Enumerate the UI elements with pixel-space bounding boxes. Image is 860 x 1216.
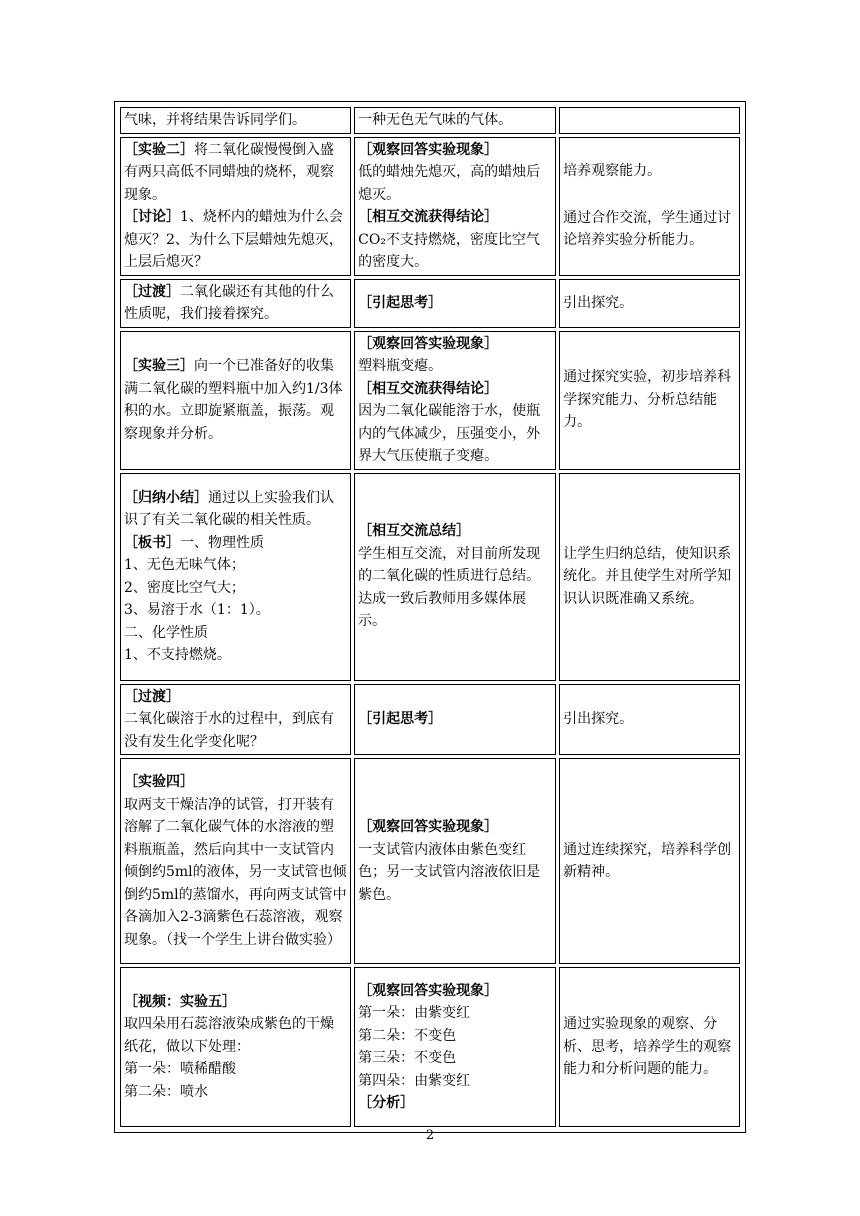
table-row [120, 331, 740, 470]
paragraph-text: 1、烧杯内的蜡烛为什么会熄灭？2、为什么下层蜡烛先熄灭，上层后熄灭？ [124, 209, 343, 270]
teacher-paragraph [124, 281, 347, 326]
intent-paragraph [563, 1013, 736, 1081]
student-paragraph [358, 229, 552, 274]
student-cell [354, 684, 556, 756]
teacher-paragraph [124, 206, 347, 274]
teacher-paragraph [124, 355, 347, 445]
bold-heading: ［板书］ [124, 534, 180, 551]
paragraph-text: 因为二氧化碳能溶于水，使瓶内的气体减少，压强变小，外界大气压使瓶子变瘪。 [358, 403, 541, 464]
intent-paragraph [563, 543, 736, 611]
intent-cell [559, 107, 740, 134]
teacher-paragraph [124, 139, 347, 207]
student-cell [354, 758, 556, 964]
intent-cell [559, 967, 740, 1127]
bold-heading: ［观察回答实验现象］ [358, 335, 499, 352]
teacher-paragraph [124, 1058, 347, 1081]
teacher-paragraph [124, 708, 347, 753]
teacher-paragraph [124, 1013, 347, 1058]
paragraph-text: 3、易溶于水（1：1）。 [124, 602, 270, 618]
paragraph-text: 1、不支持燃烧。 [124, 647, 231, 663]
paragraph-text: 第二朵：喷水 [124, 1083, 208, 1100]
paragraph-text: 一、物理性质 [180, 534, 264, 551]
teacher-paragraph [124, 532, 347, 555]
teacher-cell [120, 107, 351, 134]
student-paragraph [358, 378, 552, 401]
student-paragraph [358, 520, 552, 543]
teacher-cell [120, 684, 351, 756]
paragraph-text: 第四朵：由紫变红 [358, 1072, 471, 1089]
paragraph-text: 培养观察能力。 [563, 163, 662, 180]
intent-paragraph [563, 160, 736, 183]
bold-heading: ［过渡］ [124, 688, 180, 705]
paragraph-text: 取两支干燥洁净的试管，打开装有溶解了二氧化碳气体的水溶液的塑料瓶瓶盖，然后向其中一支试管内倾倒约5ml的液体，另一支试管也倾倒约5ml的蒸馏水，再向两支试管中各滴加入2-3滴紫色石蕊溶液，观察现象。（找一个学生上讲台做实验） [124, 796, 347, 948]
bold-heading: ［相互交流获得结论］ [358, 209, 499, 225]
paragraph-text: 向一个已准备好的收集满二氧化碳的塑料瓶中加入约1/3体积的水。立即旋紧瓶盖，振荡。观察现象并分析。 [124, 358, 343, 442]
student-paragraph [358, 1092, 552, 1115]
teacher-cell [120, 331, 351, 470]
intent-cell [559, 331, 740, 470]
bold-heading: ［相互交流总结］ [358, 523, 471, 540]
teacher-paragraph [124, 991, 347, 1014]
student-paragraph [358, 355, 552, 378]
student-paragraph [358, 139, 552, 162]
student-paragraph [358, 161, 552, 206]
intent-paragraph [563, 366, 736, 434]
paragraph-text: 2、密度比空气大； [124, 579, 245, 596]
teacher-cell [120, 279, 351, 328]
paragraph-text: 引出探究。 [563, 294, 634, 311]
teacher-paragraph [124, 686, 347, 709]
teacher-paragraph [124, 487, 347, 532]
lesson-table-frame [114, 101, 746, 1133]
student-paragraph [358, 400, 552, 468]
bold-heading: ［分析］ [358, 1095, 415, 1111]
paragraph-text: 低的蜡烛先熄灭，高的蜡烛后熄灭。 [358, 164, 541, 203]
intent-paragraph [563, 292, 736, 315]
table-row [120, 473, 740, 681]
bold-heading: ［观察回答实验现象］ [358, 141, 499, 158]
paragraph-text: 一支试管内液体由紫色变红色；另一支试管内溶液依旧是紫色。 [358, 841, 541, 903]
paragraph-text: 二氧化碳溶于水的过程中，到底有没有发生化学变化呢？ [124, 711, 334, 750]
student-paragraph [358, 839, 552, 907]
lesson-table [117, 104, 743, 1130]
bold-heading: ［观察回答实验现象］ [358, 982, 499, 999]
table-row [120, 107, 740, 134]
student-cell [354, 279, 556, 328]
paragraph-text: CO₂不支持燃烧，密度比空气的密度大。 [358, 231, 540, 270]
teacher-cell [120, 473, 351, 681]
paragraph-text: 一种无色无气味的气体。 [358, 112, 513, 128]
bold-heading: ［实验二］ [124, 141, 194, 158]
student-paragraph [358, 1025, 552, 1048]
student-paragraph [358, 1002, 552, 1025]
teacher-cell [120, 137, 351, 276]
table-row [120, 279, 740, 328]
student-paragraph [358, 292, 552, 315]
intent-cell [559, 758, 740, 964]
page-number: 2 [425, 1128, 435, 1143]
student-cell [354, 967, 556, 1127]
paragraph-text: 二、化学性质 [124, 624, 208, 641]
student-paragraph [358, 543, 552, 633]
teacher-paragraph [124, 622, 347, 645]
intent-cell [559, 684, 740, 756]
table-row [120, 758, 740, 964]
paragraph-text: 学生相互交流，对目前所发现的二氧化碳的性质进行总结。达成一致后教师用多媒体展示。 [358, 545, 541, 630]
teacher-paragraph [124, 577, 347, 600]
student-paragraph [358, 333, 552, 356]
intent-paragraph [563, 839, 736, 884]
teacher-paragraph [124, 771, 347, 794]
paragraph-text: 取四朵用石蕊溶液染成紫色的干燥纸花，做以下处理： [124, 1016, 334, 1055]
intent-cell [559, 279, 740, 328]
bold-heading: ［讨论］ [124, 209, 180, 225]
student-paragraph [358, 109, 552, 132]
paragraph-text: 让学生归纳总结，使知识系统化。并且使学生对所学知识认识既准确又系统。 [563, 545, 732, 607]
paragraph-text: 通过探究实验，初步培养科学探究能力、分析总结能力。 [563, 369, 732, 431]
paragraph-text: 通过连续探究，培养科学创新精神。 [563, 841, 732, 880]
teacher-paragraph [124, 599, 347, 622]
student-paragraph [358, 816, 552, 839]
table-row [120, 967, 740, 1127]
student-paragraph [358, 708, 552, 731]
teacher-paragraph [124, 109, 347, 132]
paragraph-text: 1、无色无味气体； [124, 557, 245, 573]
intent-cell [559, 473, 740, 681]
student-paragraph [358, 1070, 552, 1093]
student-paragraph [358, 206, 552, 229]
bold-heading: ［过渡］ [124, 283, 180, 300]
teacher-paragraph [124, 644, 347, 667]
table-row [120, 137, 740, 276]
paragraph-text: 引出探究。 [563, 711, 634, 727]
bold-heading: ［观察回答实验现象］ [358, 819, 499, 835]
bold-heading: ［引起思考］ [358, 711, 443, 727]
teacher-paragraph [124, 1081, 347, 1104]
bold-heading: ［归纳小结］ [124, 489, 208, 506]
intent-paragraph [563, 708, 736, 731]
student-cell [354, 331, 556, 470]
paragraph-text: 二氧化碳还有其他的什么性质呢，我们接着探究。 [124, 283, 334, 322]
teacher-cell [120, 758, 351, 964]
paragraph-text: 通过实验现象的观察、分析、思考，培养学生的观察能力和分析问题的能力。 [563, 1016, 732, 1078]
teacher-paragraph [124, 554, 347, 577]
bold-heading: ［相互交流获得结论］ [358, 380, 499, 397]
student-paragraph [358, 1047, 552, 1070]
paragraph-text: 通过合作交流，学生通过讨论培养实验分析能力。 [563, 209, 732, 249]
teacher-cell [120, 967, 351, 1127]
teacher-paragraph [124, 794, 347, 952]
bold-heading: ［实验三］ [124, 358, 194, 374]
student-paragraph [358, 980, 552, 1003]
table-row [120, 684, 740, 756]
paragraph-text: 第三朵：不变色 [358, 1050, 457, 1066]
lesson-table-body [120, 107, 740, 1127]
bold-heading: ［引起思考］ [358, 294, 443, 311]
intent-cell [559, 137, 740, 276]
bold-heading: ［实验四］ [124, 774, 194, 790]
paragraph-text: 第一朵：喷稀醋酸 [124, 1061, 236, 1078]
paragraph-text: 第一朵：由紫变红 [358, 1005, 471, 1021]
student-cell [354, 107, 556, 134]
intent-paragraph [563, 207, 736, 252]
paragraph-text: 将二氧化碳慢慢倒入盛有两只高低不同蜡烛的烧杯，观察现象。 [124, 141, 334, 203]
student-cell [354, 137, 556, 276]
paragraph-text: 塑料瓶变瘪。 [358, 358, 443, 374]
paragraph-text: 第二朵：不变色 [358, 1027, 457, 1044]
student-cell [354, 473, 556, 681]
paragraph-text: 气味，并将结果告诉同学们。 [124, 112, 306, 128]
paragraph-text: 通过以上实验我们认识了有关二氧化碳的相关性质。 [124, 489, 334, 528]
bold-heading: ［视频：实验五］ [124, 993, 236, 1010]
